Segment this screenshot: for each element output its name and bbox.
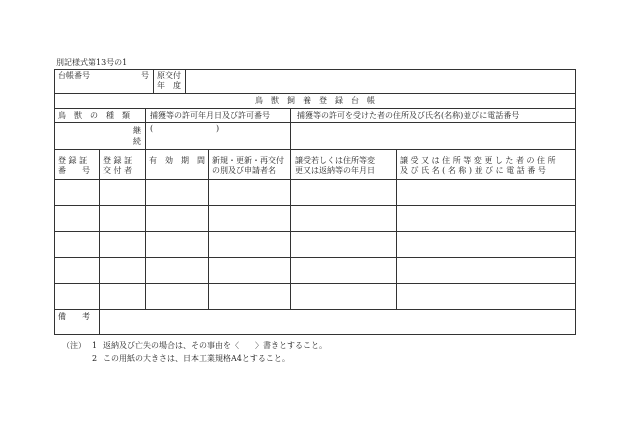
remarks-label: 備 考	[58, 312, 90, 321]
divider	[54, 257, 576, 258]
notes-prefix: （注）	[62, 341, 86, 350]
divider	[145, 149, 146, 309]
year-label: 年 度	[157, 81, 181, 90]
divider	[290, 108, 291, 149]
ledger-no-label: 台帳番号	[58, 71, 90, 80]
number-suffix: 号	[141, 71, 149, 80]
note-2-number: 2	[92, 354, 98, 363]
col-transferee-1: 譲 受 又 は 住 所 等 変 更 し た 者 の 住 所	[400, 156, 556, 165]
ledger-title: 鳥 獣 飼 養 登 録 台 帳	[255, 96, 375, 105]
divider	[396, 149, 397, 309]
capture-permit-label: 捕獲等の許可年月日及び許可番号	[150, 111, 270, 120]
divider	[208, 149, 209, 309]
divider	[185, 69, 186, 93]
divider	[145, 108, 146, 149]
paren-open: (	[150, 124, 154, 133]
col-renewal-2: の別及び申請者名	[212, 166, 276, 175]
species-label: 鳥 獣 の 種 類	[58, 111, 130, 120]
permit-holder-label: 捕獲等の許可を受けた者の住所及び氏名(名称)並びに電話番号	[297, 111, 520, 120]
col-validity: 有 効 期 間	[149, 156, 205, 165]
divider	[54, 283, 576, 284]
col-reg-no-2: 番 号	[58, 166, 90, 175]
divider	[54, 93, 576, 94]
col-reg-issuer-1: 登 録 証	[103, 156, 133, 165]
divider	[99, 149, 100, 309]
col-reg-issuer-2: 交 付 者	[103, 166, 133, 175]
divider	[54, 179, 576, 180]
divider	[290, 149, 291, 309]
divider	[54, 122, 576, 123]
divider	[54, 231, 576, 232]
note-2-text: この用紙の大きさは、日本工業規格A4とすること。	[103, 354, 290, 363]
divider	[153, 69, 154, 93]
form-number: 別記様式第13号の1	[56, 58, 128, 67]
divider	[54, 205, 576, 206]
col-transfer-date-1: 譲受若しくは住所等変	[295, 156, 375, 165]
divider	[54, 309, 576, 310]
col-reg-no-1: 登 録 証	[58, 156, 88, 165]
original-issue-label: 原交付	[157, 71, 181, 80]
succession-char-2: 続	[133, 137, 141, 146]
col-transfer-date-2: 更又は返納等の年月日	[295, 166, 375, 175]
col-transferee-2: 及 び 氏 名 ( 名 称 ) 並 び に 電 話 番 号	[400, 166, 546, 175]
divider	[54, 149, 576, 150]
col-renewal-1: 新規・更新・再交付	[212, 156, 284, 165]
succession-char-1: 継	[133, 126, 141, 135]
note-1-number: 1	[92, 341, 98, 350]
note-1-text: 返納及び亡失の場合は、その事由を〈 〉書きとすること。	[103, 341, 327, 350]
paren-close: )	[216, 124, 220, 133]
divider	[54, 108, 576, 109]
divider	[99, 309, 100, 335]
